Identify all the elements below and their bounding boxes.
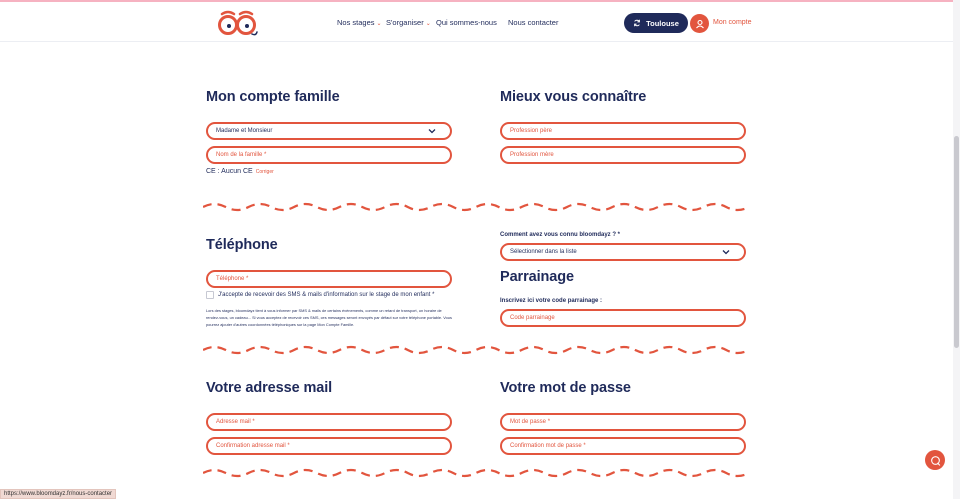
account-button[interactable] xyxy=(690,14,709,33)
wave-divider xyxy=(203,201,749,213)
referral-label: Inscrivez ici votre code parrainage : xyxy=(500,298,603,304)
nav-qui-sommes-nous[interactable] xyxy=(436,18,497,27)
sms-fineprint: Lors des stages, bloomdayz tient à vous informer par SMS & mails de certains évènements, comme un retard de transport, un horaire de rendez-vous, un cadeau... Si vous acceptez de recevoir ces SMS, ces messages seront envoyés par défaut sur votre téléphone portable. Vous pourrez ajouter d'autres coordonnées téléphoniques sur la page Mon Compte Famille. xyxy=(206,308,452,327)
chevron-down-icon xyxy=(428,127,436,135)
city-selector-button[interactable] xyxy=(624,13,688,33)
email-input[interactable] xyxy=(206,413,452,431)
nav-nos-stages[interactable] xyxy=(337,18,382,27)
password-placeholder: Mot de passe * xyxy=(510,419,551,425)
site-header xyxy=(0,2,953,42)
chevron-down-icon: ⌄ xyxy=(376,21,382,27)
family-section-title: Mon compte famille xyxy=(206,89,340,105)
civility-value: Madame et Monsieur xyxy=(216,128,273,134)
how-known-select[interactable] xyxy=(500,243,746,261)
page-scrollbar[interactable] xyxy=(953,0,960,499)
user-icon xyxy=(695,19,705,29)
bloomdayz-logo[interactable] xyxy=(217,8,259,38)
email-confirm-placeholder: Confirmation adresse mail * xyxy=(216,443,290,449)
how-known-value: Sélectionner dans la liste xyxy=(510,249,577,255)
chat-help-button[interactable] xyxy=(925,450,945,470)
wave-divider xyxy=(203,467,749,479)
civility-select[interactable] xyxy=(206,122,452,140)
nav-nous-contacter[interactable] xyxy=(508,18,558,27)
sms-consent-label: J'accepte de recevoir des SMS & mails d'information sur le stage de mon enfant * xyxy=(218,292,435,298)
password-confirm-input[interactable] xyxy=(500,437,746,455)
mother-job-input[interactable] xyxy=(500,146,746,164)
nav-qui-sommes-nous-label: Qui sommes-nous xyxy=(436,18,497,27)
email-section-title: Votre adresse mail xyxy=(206,380,333,396)
email-confirm-input[interactable] xyxy=(206,437,452,455)
password-section-title: Votre mot de passe xyxy=(500,380,631,396)
family-name-placeholder: Nom de la famille * xyxy=(216,152,267,158)
chevron-down-icon: ⌄ xyxy=(425,21,431,27)
phone-input[interactable] xyxy=(206,270,452,288)
ce-info xyxy=(206,168,274,175)
nav-nous-contacter-label: Nous contacter xyxy=(508,18,559,27)
family-name-input[interactable] xyxy=(206,146,452,164)
nav-nos-stages-label: Nos stages xyxy=(337,18,375,27)
sms-consent-checkbox[interactable] xyxy=(206,291,214,299)
nav-s-organiser[interactable] xyxy=(386,18,431,27)
link-preview-status: https://www.bloomdayz.fr/nous-contacter xyxy=(0,489,116,499)
refresh-icon xyxy=(633,19,641,27)
father-job-input[interactable] xyxy=(500,122,746,140)
ce-text: CE : Aucun CE xyxy=(206,168,253,175)
email-placeholder: Adresse mail * xyxy=(216,419,255,425)
chevron-down-icon xyxy=(722,248,730,256)
password-confirm-placeholder: Confirmation mot de passe * xyxy=(510,443,586,449)
referral-code-input[interactable] xyxy=(500,309,746,327)
scrollbar-thumb[interactable] xyxy=(954,136,959,348)
phone-placeholder: Téléphone * xyxy=(216,276,249,282)
know-you-section-title: Mieux vous connaître xyxy=(500,89,647,105)
how-known-label: Comment avez vous connu bloomdayz ? * xyxy=(500,232,621,238)
phone-section-title: Téléphone xyxy=(206,237,278,253)
referral-placeholder: Code parrainage xyxy=(510,315,555,321)
nav-s-organiser-label: S'organiser xyxy=(386,18,424,27)
password-input[interactable] xyxy=(500,413,746,431)
wave-divider xyxy=(203,344,749,356)
ce-fix-link[interactable]: Corriger xyxy=(255,169,274,175)
city-label: Toulouse xyxy=(646,18,679,28)
father-job-placeholder: Profession père xyxy=(510,128,553,134)
account-link[interactable]: Mon compte xyxy=(713,19,752,26)
chat-icon xyxy=(930,455,941,466)
sms-consent[interactable] xyxy=(206,291,434,299)
mother-job-placeholder: Profession mère xyxy=(510,152,554,158)
referral-section-title: Parrainage xyxy=(500,269,574,285)
